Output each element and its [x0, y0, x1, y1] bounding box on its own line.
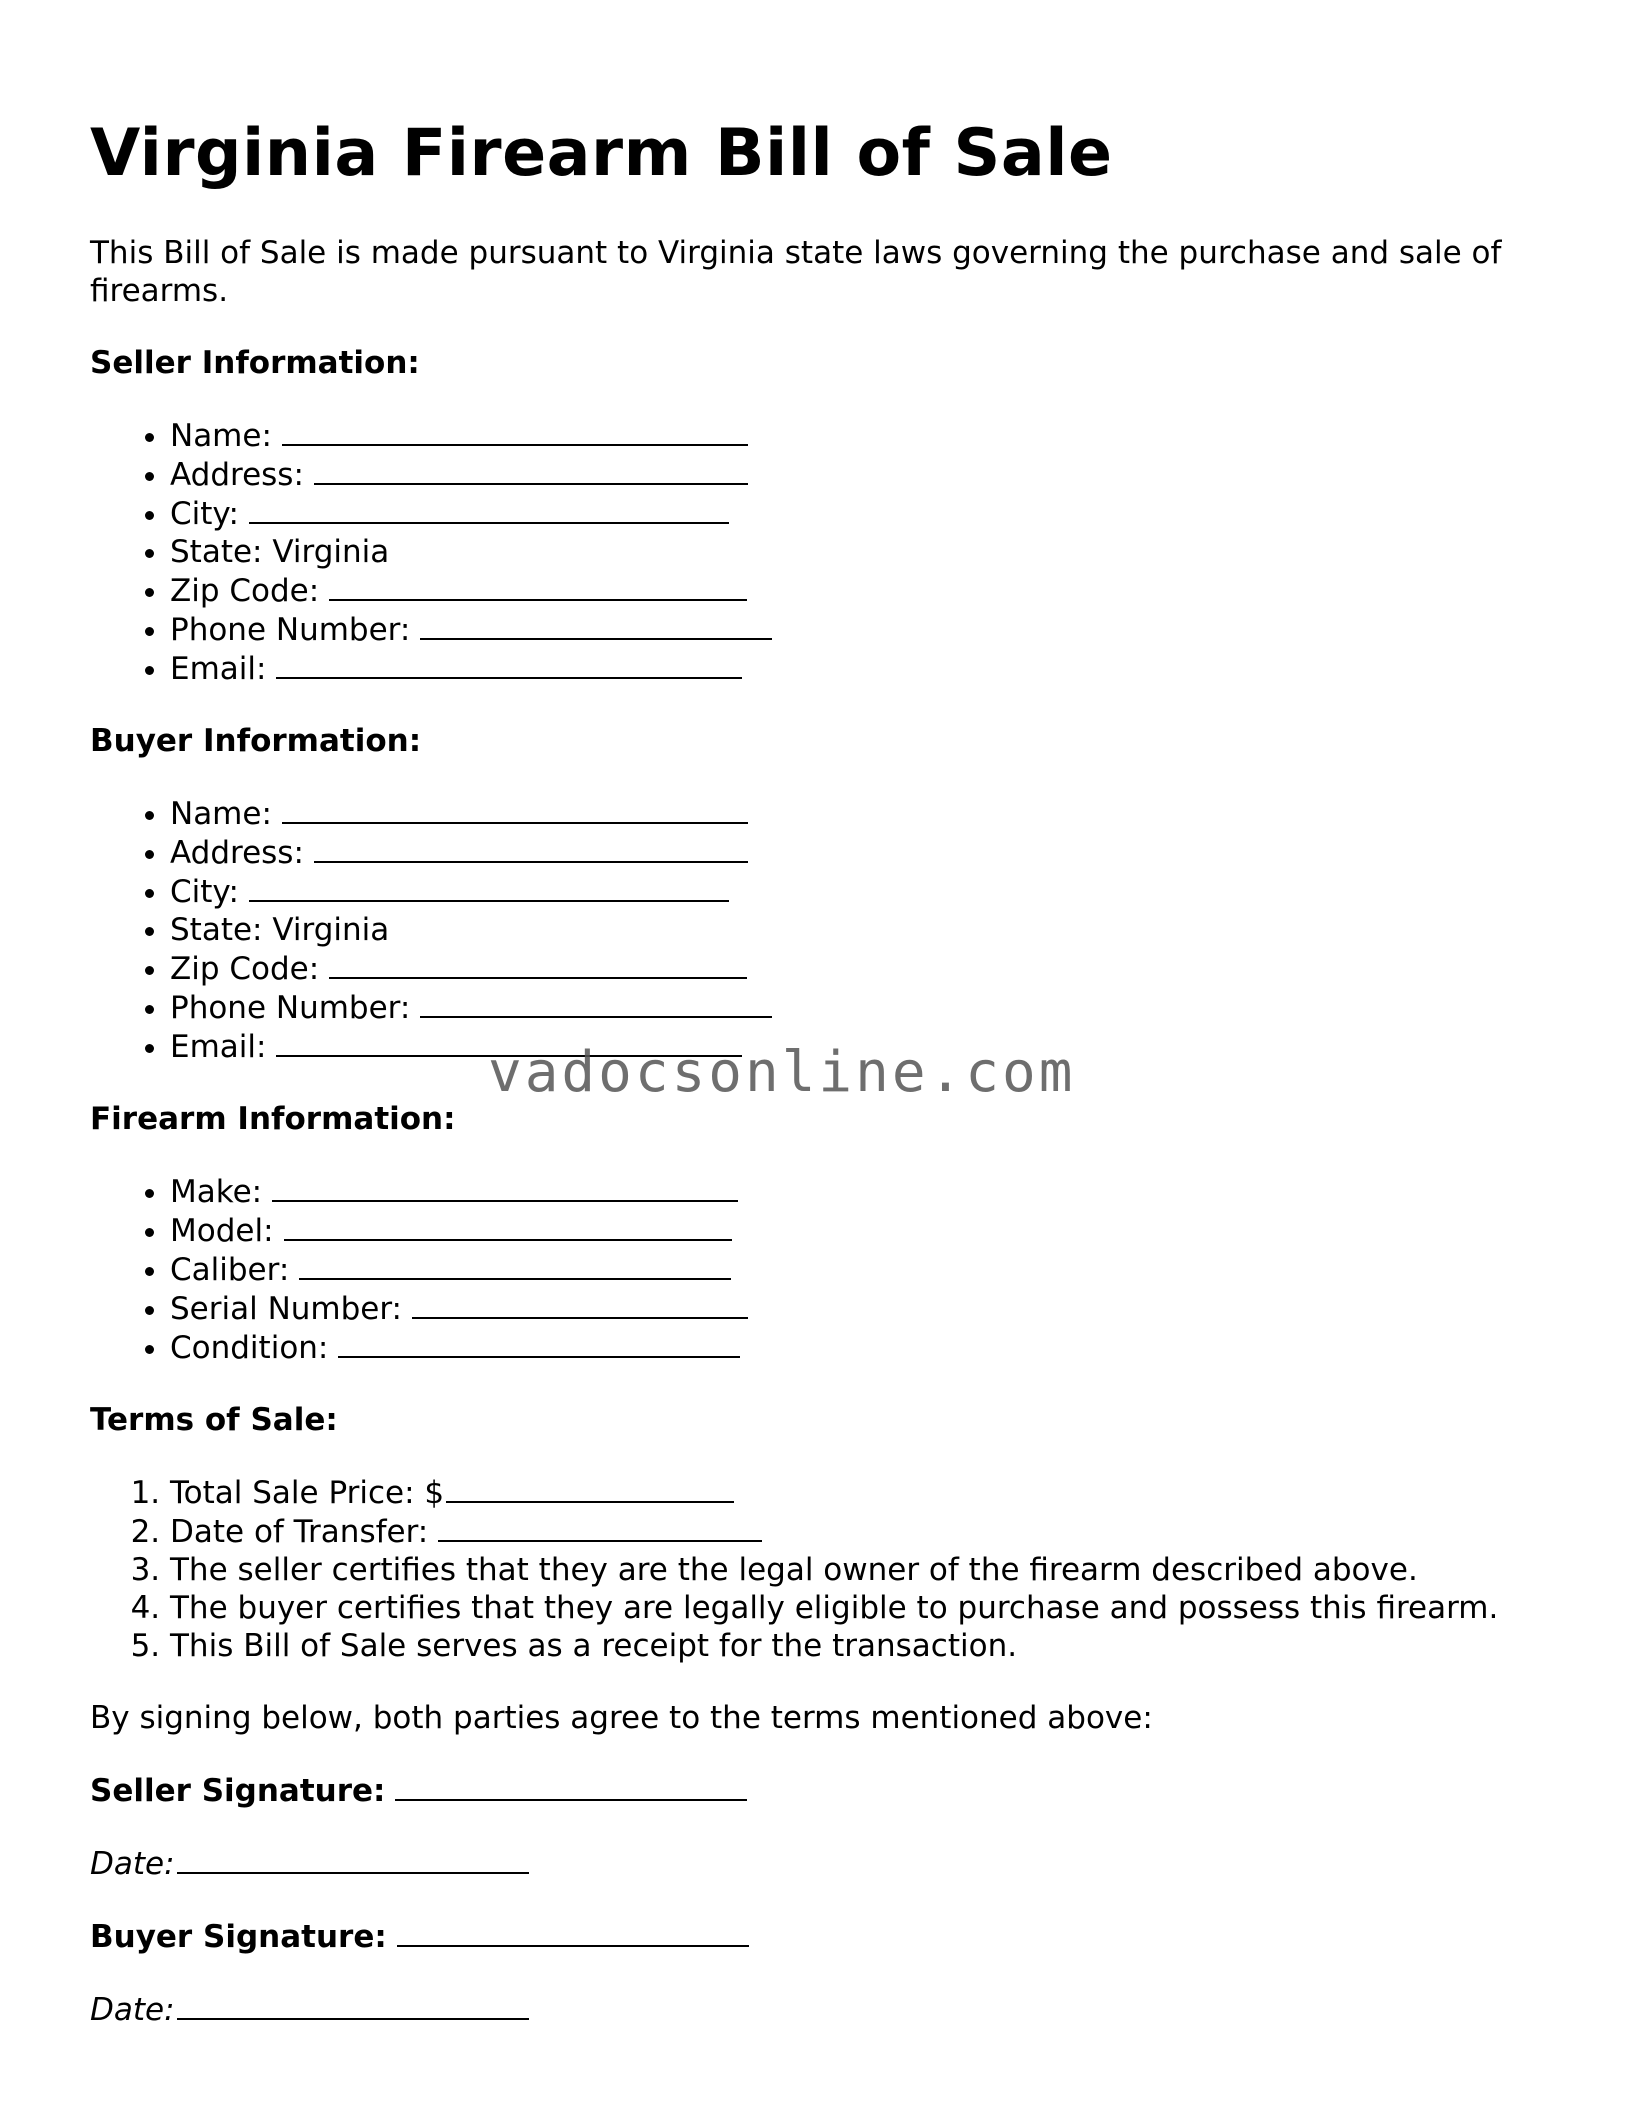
firearm-serial-field: [170, 1289, 1570, 1328]
seller-fields-list: [90, 416, 1570, 688]
buyer-fields-list: [90, 794, 1570, 1066]
seller-city-blank[interactable]: [249, 494, 729, 524]
sale-price-blank[interactable]: [446, 1473, 734, 1503]
buyer-date-line: [90, 1990, 1570, 2029]
terms-item-receipt: [170, 1627, 1570, 1665]
field-label: Email:: [170, 651, 267, 687]
terms-item-date: [170, 1512, 1570, 1551]
seller-date-label: Date:: [90, 1846, 175, 1882]
field-label: Serial Number:: [170, 1291, 403, 1327]
field-label: Make:: [170, 1174, 263, 1210]
firearm-model-field: [170, 1211, 1570, 1250]
firearm-condition-field: [170, 1328, 1570, 1367]
terms-list: [90, 1473, 1570, 1665]
field-label: Condition:: [170, 1330, 329, 1366]
buyer-city-field: [170, 872, 1570, 911]
field-label: Zip Code:: [170, 573, 320, 609]
seller-city-field: [170, 494, 1570, 533]
field-label: Email:: [170, 1029, 267, 1065]
buyer-name-field: [170, 794, 1570, 833]
seller-signature-label: Seller Signature:: [90, 1773, 386, 1809]
buyer-signature-blank[interactable]: [397, 1917, 749, 1947]
field-label: State: Virginia: [170, 912, 390, 948]
seller-date-blank[interactable]: [177, 1844, 529, 1874]
buyer-date-blank[interactable]: [177, 1990, 529, 2020]
seller-zip-blank[interactable]: [329, 571, 747, 601]
seller-address-blank[interactable]: [314, 455, 748, 485]
buyer-address-field: [170, 833, 1570, 872]
seller-phone-field: [170, 610, 1570, 649]
seller-address-field: [170, 455, 1570, 494]
firearm-heading: Firearm Information:: [90, 1101, 456, 1137]
buyer-phone-blank[interactable]: [420, 988, 772, 1018]
intro-paragraph: This Bill of Sale is made pursuant to Virginia state laws governing the purchase and sale of firearms.: [90, 235, 1502, 309]
buyer-address-blank[interactable]: [314, 833, 748, 863]
terms-item-text: The buyer certifies that they are legally eligible to purchase and possess this firearm.: [170, 1590, 1499, 1626]
seller-name-blank[interactable]: [282, 416, 748, 446]
field-label: Address:: [170, 835, 304, 871]
buyer-city-blank[interactable]: [249, 872, 729, 902]
terms-item-text: The seller certifies that they are the legal owner of the firearm described above.: [170, 1552, 1418, 1588]
firearm-caliber-field: [170, 1250, 1570, 1289]
field-label: City:: [170, 496, 239, 532]
seller-zip-field: [170, 571, 1570, 610]
firearm-model-blank[interactable]: [284, 1211, 732, 1241]
buyer-state-field: [170, 911, 1570, 949]
terms-item-price: [170, 1473, 1570, 1512]
firearm-make-field: [170, 1172, 1570, 1211]
field-label: State: Virginia: [170, 534, 390, 570]
seller-email-blank[interactable]: [276, 649, 742, 679]
seller-name-field: [170, 416, 1570, 455]
transfer-date-blank[interactable]: [438, 1512, 762, 1542]
buyer-heading: Buyer Information:: [90, 723, 422, 759]
field-label: Caliber:: [170, 1252, 290, 1288]
buyer-phone-field: [170, 988, 1570, 1027]
buyer-date-label: Date:: [90, 1992, 175, 2028]
field-label: Phone Number:: [170, 612, 411, 648]
firearm-make-blank[interactable]: [272, 1172, 738, 1202]
firearm-caliber-blank[interactable]: [299, 1250, 731, 1280]
terms-item-text: This Bill of Sale serves as a receipt for the transaction.: [170, 1628, 1018, 1664]
terms-item-text: Total Sale Price: $: [170, 1475, 445, 1511]
seller-state-field: [170, 533, 1570, 571]
terms-item-buyer-cert: [170, 1589, 1570, 1627]
terms-item-text: Date of Transfer:: [170, 1514, 429, 1550]
document-title: Virginia Firearm Bill of Sale: [90, 116, 1113, 191]
buyer-signature-line: [90, 1917, 1570, 1956]
buyer-name-blank[interactable]: [282, 794, 748, 824]
field-label: Zip Code:: [170, 951, 320, 987]
field-label: City:: [170, 874, 239, 910]
field-label: Name:: [170, 418, 272, 454]
watermark-text: vadocsonline.com: [488, 1040, 1076, 1105]
terms-heading: Terms of Sale:: [90, 1402, 338, 1438]
seller-signature-line: [90, 1771, 1570, 1810]
seller-heading: Seller Information:: [90, 345, 420, 381]
agreement-statement: By signing below, both parties agree to the terms mentioned above:: [90, 1700, 1153, 1736]
field-label: Name:: [170, 796, 272, 832]
field-label: Model:: [170, 1213, 274, 1249]
seller-date-line: [90, 1844, 1570, 1883]
firearm-fields-list: [90, 1172, 1570, 1367]
terms-item-seller-cert: [170, 1551, 1570, 1589]
seller-phone-blank[interactable]: [420, 610, 772, 640]
buyer-zip-field: [170, 949, 1570, 988]
firearm-condition-blank[interactable]: [338, 1328, 740, 1358]
field-label: Phone Number:: [170, 990, 411, 1026]
seller-signature-blank[interactable]: [395, 1771, 747, 1801]
field-label: Address:: [170, 457, 304, 493]
buyer-zip-blank[interactable]: [329, 949, 747, 979]
buyer-signature-label: Buyer Signature:: [90, 1919, 387, 1955]
seller-email-field: [170, 649, 1570, 688]
document-page: [90, 0, 1570, 2029]
firearm-serial-blank[interactable]: [412, 1289, 748, 1319]
